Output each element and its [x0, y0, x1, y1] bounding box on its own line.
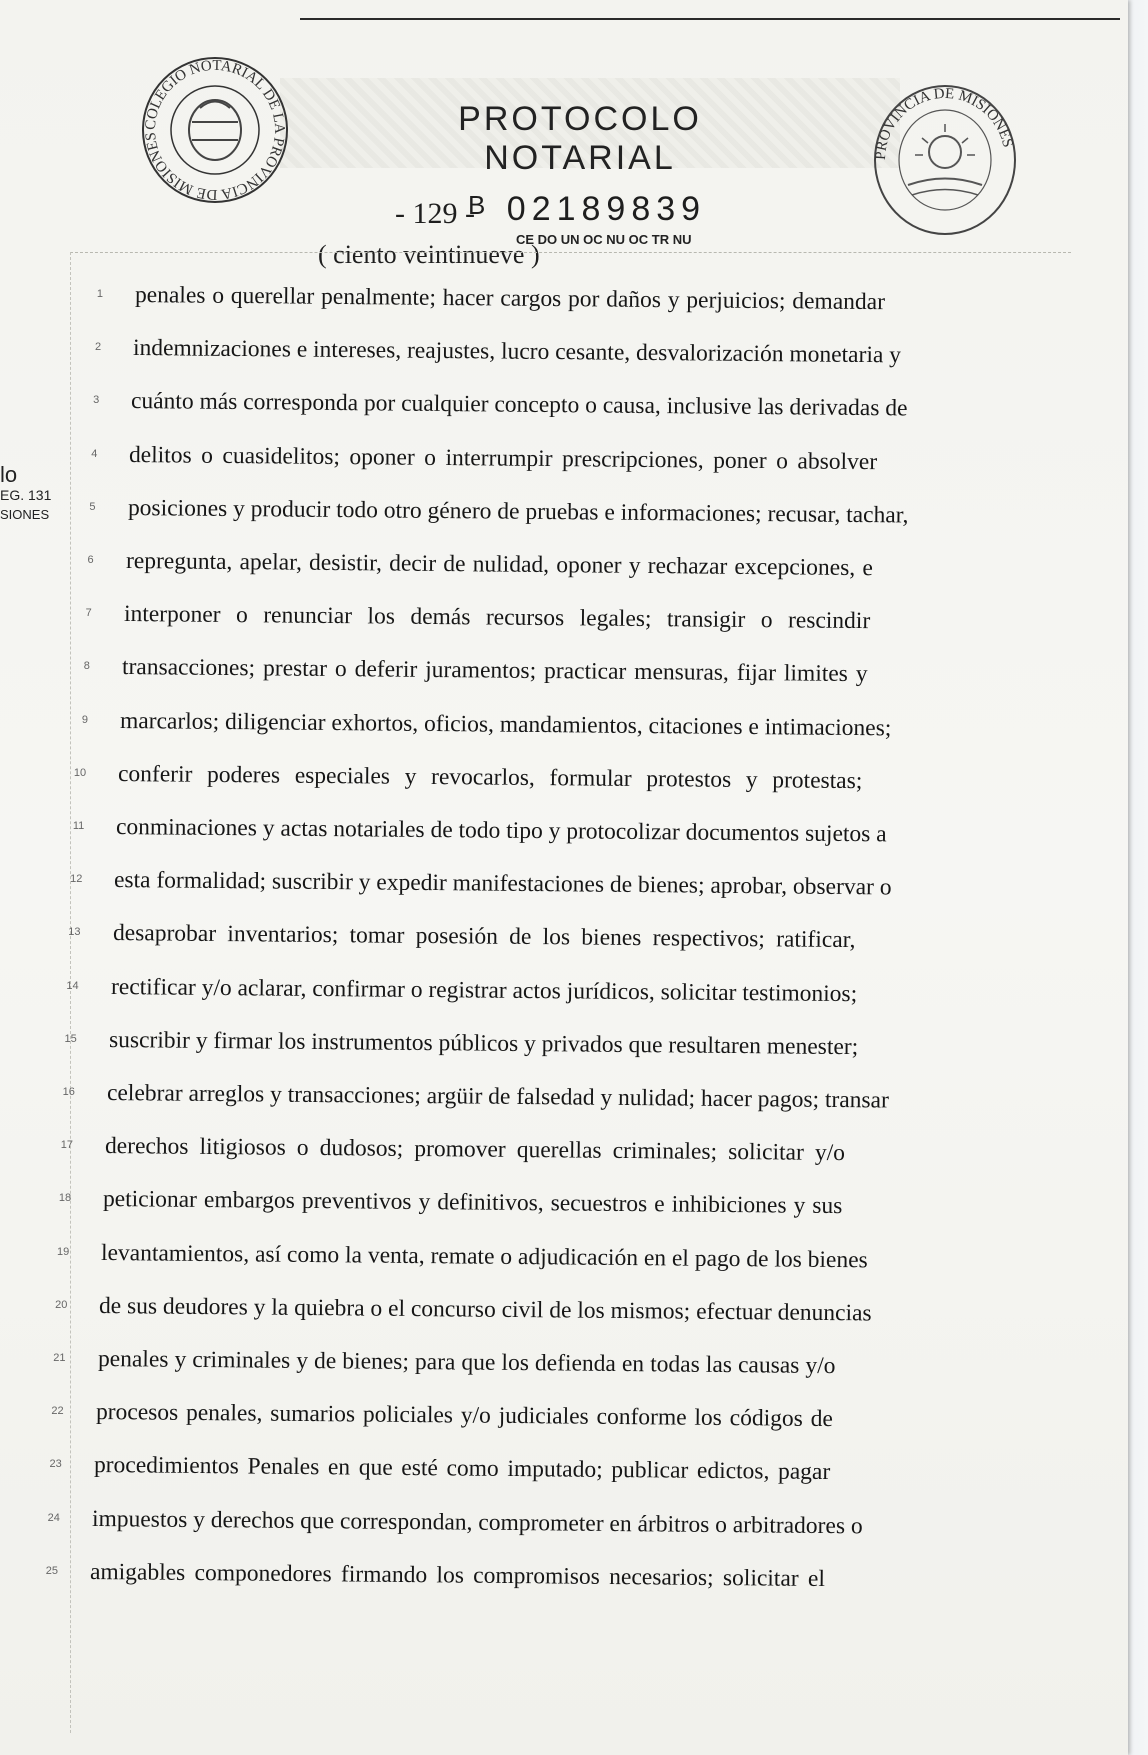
text-line: indemnizaciones e intereses, reajustes, lucro cesante, desvalorización monetaria y [133, 335, 902, 369]
folio-number: - 129 - [395, 197, 475, 230]
line-number: 22 [51, 1405, 64, 1418]
svg-text:PROVINCIA DE MISIONES [873, 86, 1016, 161]
line-number: 23 [49, 1458, 62, 1471]
line-number: 9 [81, 713, 88, 726]
text-line: interponer o renunciar los demás recursos legales; transigir o rescindir [123, 601, 871, 635]
text-line: rectificar y/o aclarar, confirmar o registrar actos jurídicos, solicitar testimonios; [110, 973, 857, 1007]
line-number: 3 [93, 394, 100, 407]
line-number: 20 [55, 1298, 68, 1311]
line-number: 6 [87, 554, 94, 566]
margin-note [0, 462, 52, 525]
serial-letter: B [468, 190, 492, 220]
line-number: 13 [68, 926, 81, 939]
line-number: 24 [47, 1511, 60, 1524]
folio-words: ( ciento veintinueve ) [318, 240, 540, 269]
line-number: 18 [58, 1192, 72, 1205]
line-number: 17 [60, 1139, 73, 1152]
seal-left-text: COLEGIO NOTARIAL DE LA PROVINCIA DE MISIONES [142, 57, 288, 203]
line-number: 12 [70, 873, 83, 886]
line-number: 1 [96, 288, 103, 300]
province-seal-icon [870, 80, 1020, 240]
text-line: peticionar embargos preventivos y definitivos, secuestros e inhibiciones y sus [103, 1186, 843, 1220]
text-line: marcarlos; diligenciar exhortos, oficios, mandamientos, citaciones e intimaciones; [119, 707, 892, 741]
margin-note-line1: lo [0, 462, 18, 487]
text-line: procesos penales, sumarios policiales y/o judiciales conforme los códigos de [95, 1399, 833, 1433]
line-number: 10 [73, 766, 87, 779]
serial-number [468, 190, 706, 229]
text-line: penales o querellar penalmente; hacer cargos por daños y perjuicios; demandar [134, 282, 886, 316]
serial-digits: 02189839 [506, 190, 707, 228]
line-number: 25 [45, 1564, 58, 1577]
line-number: 7 [85, 607, 92, 620]
text-line: cuánto más corresponda por cualquier concepto o causa, inclusive las derivadas de [131, 388, 908, 422]
text-line: repregunta, apelar, desistir, decir de nulidad, oponer y rechazar excepciones, e [125, 548, 873, 582]
line-number: 21 [53, 1352, 66, 1364]
line-number: 19 [57, 1245, 70, 1258]
margin-note-line2: EG. 131 [0, 487, 52, 503]
line-number: 14 [66, 979, 79, 992]
line-number: 5 [89, 500, 96, 513]
line-number: 11 [72, 820, 85, 832]
text-line: desaprobar inventarios; tomar posesión de los bienes respectivos; ratificar, [112, 920, 856, 954]
text-line: amigables componedores firmando los compromisos necesarios; solicitar el [89, 1558, 826, 1592]
text-line: de sus deudores y la quiebra o el concurso civil de los mismos; efectuar denuncias [99, 1292, 873, 1327]
text-line: penales y criminales y de bienes; para que los defienda en todas las causas y/o [97, 1346, 836, 1380]
text-line: impuestos y derechos que correspondan, comprometer en árbitros o arbitradores o [91, 1505, 863, 1539]
text-line: delitos o cuasidelitos; oponer o interrumpir prescripciones, poner o absolver [129, 441, 878, 475]
text-line: suscribir y firmar los instrumentos públicos y privados que resultaren menester; [108, 1026, 859, 1060]
line-number: 2 [95, 341, 102, 354]
text-line: procedimientos Penales en que esté como imputado; publicar edictos, pagar [93, 1452, 831, 1486]
line-number: 8 [83, 660, 90, 673]
text-line: transacciones; prestar o deferir juramentos; practicar mensuras, fijar limites y [121, 654, 868, 688]
seal-right-text: PROVINCIA DE MISIONES [872, 85, 1016, 161]
protocol-title: PROTOCOLO NOTARIAL [458, 100, 702, 177]
text-line: conminaciones y actas notariales de todo tipo y protocolizar documentos sujetos a [116, 814, 888, 848]
top-rule [300, 18, 1120, 20]
text-line: levantamientos, así como la venta, remate o adjudicación en el pago de los bienes [101, 1239, 869, 1273]
line-number: 16 [62, 1086, 75, 1098]
text-line: conferir poderes especiales y revocarlos, formular protestos y protestas; [118, 760, 863, 794]
serial-letters: CE DO UN OC NU OC TR NU [516, 232, 692, 247]
margin-note-line3: SIONES [0, 507, 50, 522]
notarial-college-seal-icon [130, 50, 300, 210]
text-line: derechos litigiosos o dudosos; promover querellas criminales; solicitar y/o [104, 1133, 846, 1167]
line-number: 15 [64, 1032, 77, 1045]
text-line: esta formalidad; suscribir y expedir manifestaciones de bienes; aprobar, observar o [114, 867, 893, 901]
line-number: 4 [91, 447, 98, 460]
text-line: celebrar arreglos y transacciones; argüir de falsedad y nulidad; hacer pagos; transar [106, 1080, 889, 1114]
text-line: posiciones y producir todo otro género de pruebas e informaciones; recusar, tachar, [127, 494, 909, 529]
